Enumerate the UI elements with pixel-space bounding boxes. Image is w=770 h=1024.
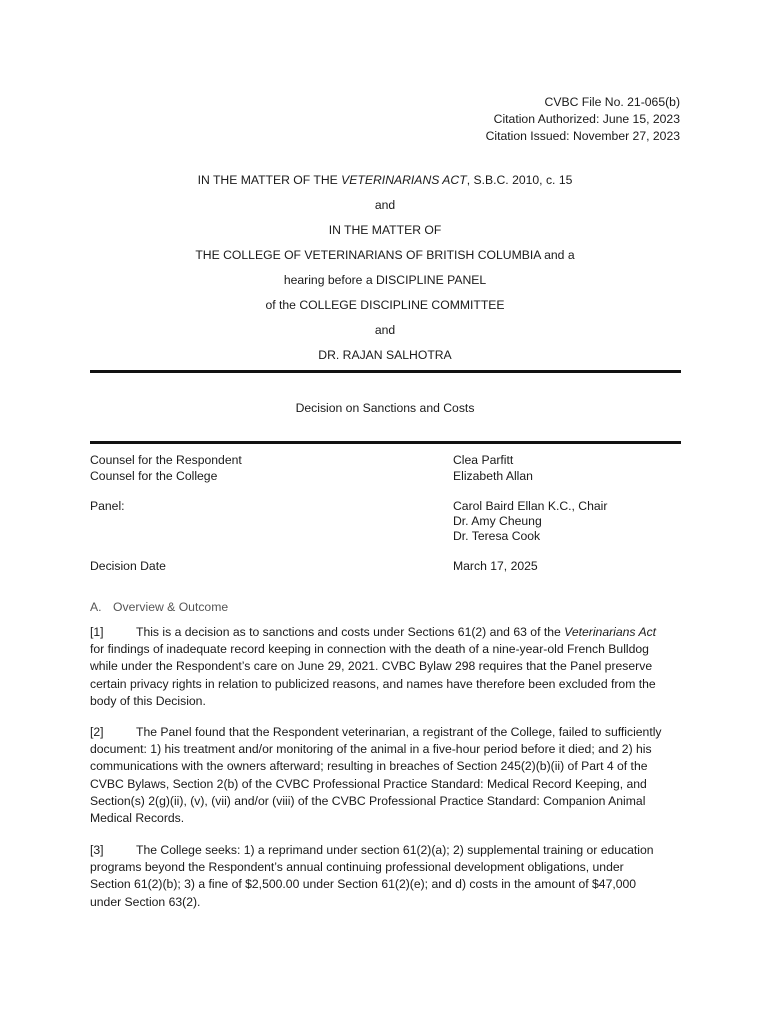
style-line-act: IN THE MATTER OF THE VETERINARIANS ACT, S.B.C. 2010, c. 15 xyxy=(197,173,573,187)
paragraph-line: Section(s) 2(g)(ii), (v), (vii) and/or (viii) of the CVBC Professional Practice Standard: Companion Animal xyxy=(90,793,646,808)
counsel-respondent-value: Clea Parfitt xyxy=(453,453,514,467)
style-and-2: and xyxy=(374,323,396,337)
paragraph-line: document: 1) his treatment and/or monitoring of the animal in a five-hour period before it died; and 2) his xyxy=(90,742,652,757)
paragraph-number: [3] xyxy=(90,843,104,857)
paragraph-line: Section 61(2)(b); 3) a fine of $2,500.00 under Section 61(2)(e); and d) costs in the amount of $47,000 xyxy=(90,877,637,892)
counsel-college-label: Counsel for the College xyxy=(90,469,218,483)
style-of-cause xyxy=(90,172,680,372)
paragraph-2 xyxy=(90,724,682,827)
paragraph-line: [2] The Panel found that the Respondent veterinarian, a registrant of the College, failed to sufficiently xyxy=(90,724,682,741)
paragraph-line: Medical Records. xyxy=(90,811,185,826)
style-line-college: THE COLLEGE OF VETERINARIANS OF BRITISH COLUMBIA and a xyxy=(195,248,575,262)
paragraph-line: under Section 63(2). xyxy=(90,894,201,909)
paragraph-number: [2] xyxy=(90,725,104,739)
file-header xyxy=(486,94,680,145)
section-title: Overview & Outcome xyxy=(113,600,229,614)
paragraph-3 xyxy=(90,842,682,911)
section-letter: A. xyxy=(90,600,102,614)
paragraph-1 xyxy=(90,624,682,710)
file-number: CVBC File No. 21-065(b) xyxy=(544,95,680,109)
panel-member-chair: Carol Baird Ellan K.C., Chair xyxy=(453,499,608,513)
style-line-matter: IN THE MATTER OF xyxy=(328,223,442,237)
panel-member: Dr. Teresa Cook xyxy=(453,529,541,543)
paragraph-line: programs beyond the Respondent’s annual continuing professional development obligations, under xyxy=(90,860,624,875)
paragraph-line: communications with the owners afterward; resulting in breaches of Section 245(2)(b)(ii) of Part 4 of the xyxy=(90,759,648,774)
style-line-committee: of the COLLEGE DISCIPLINE COMMITTEE xyxy=(265,298,505,312)
paragraph-line: certain privacy rights in relation to publicized reasons, and names have therefore been excluded from the xyxy=(90,676,656,691)
panel-label: Panel: xyxy=(90,499,125,513)
decision-date-label: Decision Date xyxy=(90,559,166,573)
paragraph-line: body of this Decision. xyxy=(90,693,206,708)
divider-bottom xyxy=(90,441,681,444)
decision-title: Decision on Sanctions and Costs xyxy=(295,401,475,415)
panel-member: Dr. Amy Cheung xyxy=(453,514,542,528)
style-line-hearing: hearing before a DISCIPLINE PANEL xyxy=(283,273,487,287)
paragraph-line: [3] The College seeks: 1) a reprimand under section 61(2)(a); 2) supplemental training or education xyxy=(90,842,682,859)
paragraph-line: [1] This is a decision as to sanctions and costs under Sections 61(2) and 63 of the Veterinarians Act xyxy=(90,624,682,641)
paragraph-line: while under the Respondent’s care on June 29, 2021. CVBC Bylaw 298 requires that the Panel preserve xyxy=(90,659,653,674)
citation-authorized: Citation Authorized: June 15, 2023 xyxy=(493,112,680,126)
paragraph-line: CVBC Bylaws, Section 2(b) of the CVBC Professional Practice Standard: Medical Record Keeping, and xyxy=(90,776,647,791)
style-and-1: and xyxy=(374,198,396,212)
citation-issued: Citation Issued: November 27, 2023 xyxy=(485,129,680,143)
paragraph-line: for findings of inadequate record keeping in connection with the death of a nine-year-old French Bulldog xyxy=(90,642,649,657)
counsel-respondent-label: Counsel for the Respondent xyxy=(90,453,242,467)
decision-date-value: March 17, 2025 xyxy=(453,559,538,573)
paragraph-number: [1] xyxy=(90,625,104,639)
section-heading-overview xyxy=(90,599,228,616)
divider-top xyxy=(90,370,681,373)
counsel-college-value: Elizabeth Allan xyxy=(453,469,533,483)
style-line-respondent: DR. RAJAN SALHOTRA xyxy=(318,348,452,362)
